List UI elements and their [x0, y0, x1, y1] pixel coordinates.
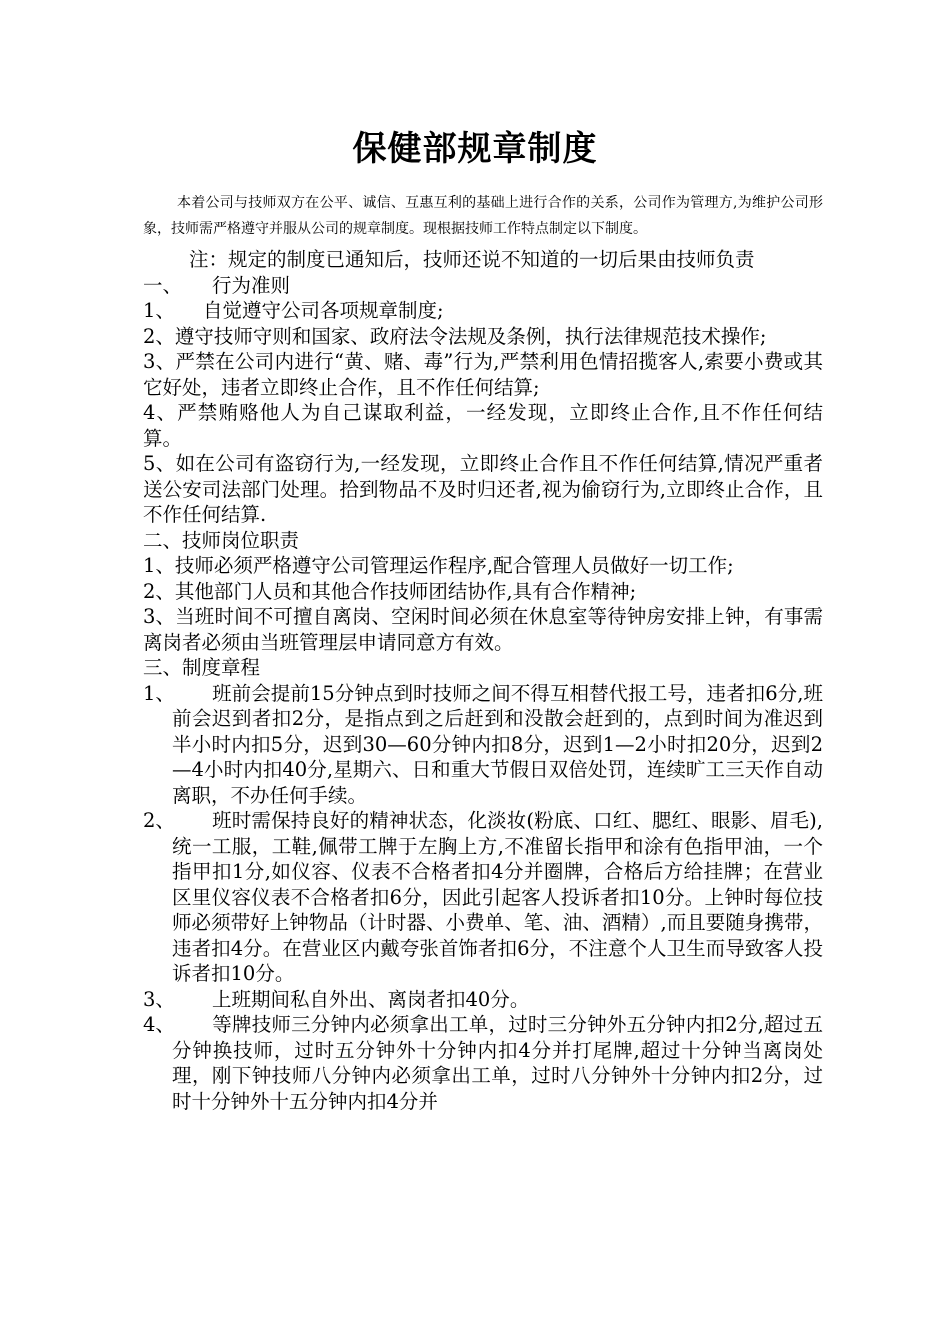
- section-heading-duties: 二、技师岗位职责: [143, 528, 300, 552]
- document-body: [143, 247, 823, 1114]
- section-title: 行为准则: [212, 273, 291, 297]
- intro-paragraph: 本着公司与技师双方在公平、诚信、互惠互利的基础上进行合作的关系，公司作为管理方,为维护公司形象，技师需严格遵守并服从公司的规章制度。现根据技师工作特点制定以下制度。: [143, 195, 823, 237]
- list-item: 3、严禁在公司内进行“黄、赌、毒”行为,严禁利用色情招揽客人,索要小费或其它好处，违者立即终止合作，且不作任何结算;: [143, 350, 823, 399]
- item-text: 上班期间私自外出、离岗者扣40分。: [212, 987, 530, 1011]
- note-paragraph: 注：规定的制度已通知后，技师还说不知道的一切后果由技师负责: [189, 248, 755, 271]
- item-number: 1、: [143, 299, 175, 322]
- document-title: 保健部规章制度: [352, 129, 598, 169]
- list-item: [143, 298, 823, 324]
- section-number: 一、: [143, 273, 183, 297]
- list-item: 5、如在公司有盗窃行为,一经发现，立即终止合作且不作任何结算,情况严重者送公安司法部门处理。拾到物品不及时归还者,视为偷窃行为,立即终止合作，且不作任何结算.: [143, 452, 823, 526]
- item-text: 班时需保持良好的精神状态，化淡妆(粉底、口红、腮红、眼影、眉毛),统一工服，工鞋,佩带工牌于左胸上方,不准留长指甲和涂有色指甲油，一个指甲扣1分,如仪容、仪表不合格者扣4分并圈牌，合格后方给挂牌；在营业区里仪容仪表不合格者扣6分，因此引起客人投诉者扣10分。上钟时每位技师必须带好上钟物品（计时器、小费单、笔、油、酒精）,而且要随身携带，违者扣4分。在营业区内戴夸张首饰者扣6分，不注意个人卫生而导致客人投诉者扣10分。: [172, 809, 823, 985]
- item-text: 自觉遵守公司各项规章制度;: [203, 299, 444, 322]
- item-text: 等牌技师三分钟内必须拿出工单，过时三分钟外五分钟内扣2分,超过五分钟换技师，过时五分钟外十分钟内扣4分并打尾牌,超过十分钟当离岗处理，刚下钟技师八分钟内必须拿出工单，过时八分钟外十分钟内扣2分，过时十分钟外十五分钟内扣4分并: [172, 1013, 823, 1113]
- rule-item: [143, 1012, 823, 1114]
- list-item: 2、遵守技师守则和国家、政府法令法规及条例，执行法律规范技术操作;: [143, 324, 767, 348]
- list-item: 4、严禁贿赂他人为自己谋取利益，一经发现，立即终止合作,且不作任何结算。: [143, 401, 823, 450]
- list-item: 2、其他部门人员和其他合作技师团结协作,具有合作精神;: [143, 579, 637, 603]
- section-heading-rules: 三、制度章程: [143, 656, 261, 679]
- item-text: 班前会提前15分钟点到时技师之间不得互相替代报工号，违者扣6分,班前会迟到者扣2分，是指点到之后赶到和没散会赶到的，点到时间为准迟到半小时内扣5分，迟到30—60分钟内扣8分，迟到1—2小时扣20分，迟到2—4小时内扣40分,星期六、日和重大节假日双倍处罚，连续旷工三天作自动离职，不办任何手续。: [172, 681, 823, 807]
- rule-item: [143, 681, 823, 809]
- item-number: 2、: [143, 809, 175, 832]
- section-heading-conduct: [143, 273, 823, 299]
- list-item: 1、技师必须严格遵守公司管理运作程序,配合管理人员做好一切工作;: [143, 554, 734, 577]
- rule-item: [143, 987, 823, 1013]
- list-item: 3、当班时间不可擅自离岗、空闲时间必须在休息室等待钟房安排上钟，有事需离岗者必须由当班管理层申请同意方有效。: [143, 605, 823, 654]
- item-number: 4、: [143, 1013, 175, 1036]
- item-number: 3、: [143, 987, 175, 1011]
- item-number: 1、: [143, 681, 175, 705]
- rule-item: [143, 808, 823, 987]
